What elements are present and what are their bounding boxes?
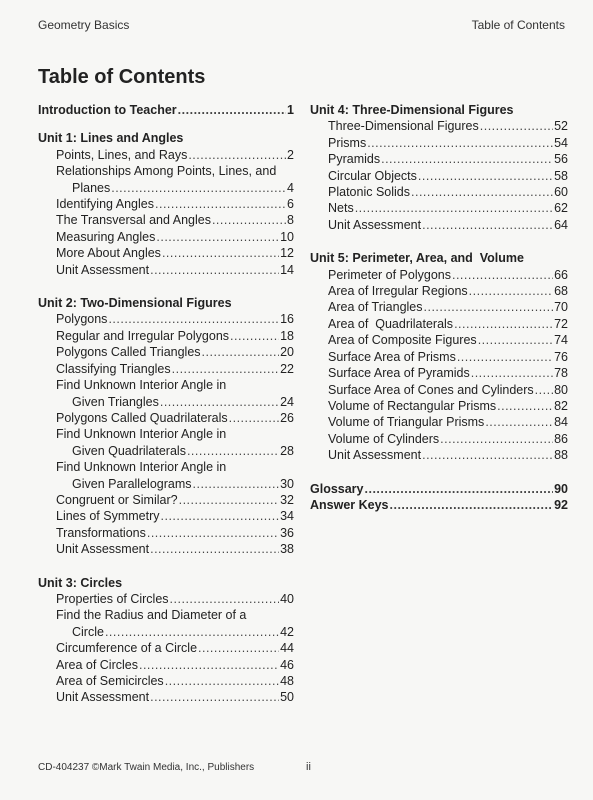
book-title: Geometry Basics (38, 18, 130, 32)
toc-entry-continuation: Given Quadrilaterals ..... 28 (38, 443, 294, 459)
toc-right-column (310, 102, 568, 513)
toc-entry-introduction: Introduction to Teacher ..... 1 (38, 102, 294, 118)
toc-entry: Unit Assessment ..... 64 (310, 217, 568, 233)
toc-entry: Circular Objects ..... 58 (310, 168, 568, 184)
unit-3-title: Unit 3: Circles (38, 575, 123, 590)
toc-entry: Circumference of a Circle ..... 44 (38, 640, 294, 656)
toc-entry: Find Unknown Interior Angle in (56, 378, 227, 393)
unit-5-entries (310, 267, 568, 464)
toc-entry: Three-Dimensional Figures ..... 52 (310, 118, 568, 134)
toc-entry: Platonic Solids ..... 60 (310, 184, 568, 200)
toc-entry: Classifying Triangles ..... 22 (38, 361, 294, 377)
toc-entry: Relationships Among Points, Lines, and (56, 164, 277, 179)
toc-entry: Pyramids ..... 56 (310, 151, 568, 167)
toc-entry: Surface Area of Prisms ..... 76 (310, 349, 568, 365)
unit-4-title: Unit 4: Three-Dimensional Figures (310, 103, 514, 117)
toc-entry-continuation: Circle ..... 42 (38, 624, 294, 640)
page-title: Table of Contents (38, 66, 206, 88)
toc-entry: Transformations ..... 36 (38, 525, 294, 541)
toc-entry: More About Angles ..... 12 (38, 245, 294, 261)
toc-entry: Volume of Triangular Prisms ..... 84 (310, 414, 568, 430)
toc-entry: Find Unknown Interior Angle in (56, 460, 227, 475)
toc-entry: Area of Semicircles ..... 48 (38, 673, 294, 689)
page-header (38, 18, 565, 34)
unit-5-title: Unit 5: Perimeter, Area, and Volume (310, 251, 524, 266)
toc-entry: Polygons Called Quadrilaterals ..... 26 (38, 410, 294, 426)
toc-entry: Unit Assessment ..... 14 (38, 262, 294, 278)
unit-1-entries (38, 147, 294, 278)
toc-entry: Regular and Irregular Polygons ..... 18 (38, 328, 294, 344)
toc-entry: Area of Quadrilaterals ..... 72 (310, 316, 568, 332)
toc-entry-answer-keys: Answer Keys ..... 92 (310, 497, 568, 513)
page-number: ii (306, 761, 311, 773)
toc-entry-glossary: Glossary ..... 90 (310, 481, 568, 497)
toc-entry: Surface Area of Pyramids ..... 78 (310, 365, 568, 381)
toc-entry: Perimeter of Polygons ..... 66 (310, 267, 568, 283)
unit-2-entries (38, 311, 294, 557)
toc-entry: Volume of Cylinders ..... 86 (310, 431, 568, 447)
toc-entry: Find the Radius and Diameter of a (56, 608, 247, 623)
toc-entry: Unit Assessment ..... 50 (38, 689, 294, 705)
toc-left-column (38, 102, 294, 706)
toc-entry: Lines of Symmetry ..... 34 (38, 508, 294, 524)
toc-entry: Polygons Called Triangles ..... 20 (38, 344, 294, 360)
unit-2-title: Unit 2: Two-Dimensional Figures (38, 296, 232, 311)
toc-entry: Area of Irregular Regions ..... 68 (310, 283, 568, 299)
toc-entry: Congruent or Similar? ..... 32 (38, 492, 294, 508)
unit-3-entries (38, 591, 294, 706)
toc-entry: Area of Circles ..... 46 (38, 657, 294, 673)
toc-entry: Area of Composite Figures ..... 74 (310, 332, 568, 348)
toc-entry: Properties of Circles ..... 40 (38, 591, 294, 607)
toc-entry: Find Unknown Interior Angle in (56, 427, 227, 442)
toc-entry: Nets ..... 62 (310, 200, 568, 216)
toc-entry-continuation: Planes ..... 4 (38, 180, 294, 196)
toc-entry: Prisms ..... 54 (310, 135, 568, 151)
section-title: Table of Contents (471, 18, 565, 32)
unit-1-title: Unit 1: Lines and Angles (38, 131, 184, 146)
publisher-credit: CD-404237 ©Mark Twain Media, Inc., Publishers (38, 762, 255, 773)
toc-entry: Identifying Angles ..... 6 (38, 196, 294, 212)
unit-4-entries (310, 118, 568, 233)
toc-entry: Polygons ..... 16 (38, 311, 294, 327)
toc-entry: Area of Triangles ..... 70 (310, 299, 568, 315)
toc-entry: Measuring Angles ..... 10 (38, 229, 294, 245)
toc-entry: Unit Assessment ..... 38 (38, 541, 294, 557)
toc-entry: Points, Lines, and Rays ..... 2 (38, 147, 294, 163)
toc-entry-continuation: Given Parallelograms ..... 30 (38, 476, 294, 492)
toc-entry: Volume of Rectangular Prisms ..... 82 (310, 398, 568, 414)
toc-entry-continuation: Given Triangles ..... 24 (38, 394, 294, 410)
toc-entry: The Transversal and Angles ..... 8 (38, 212, 294, 228)
toc-entry: Unit Assessment ..... 88 (310, 447, 568, 463)
toc-entry: Surface Area of Cones and Cylinders ..... 80 (310, 382, 568, 398)
